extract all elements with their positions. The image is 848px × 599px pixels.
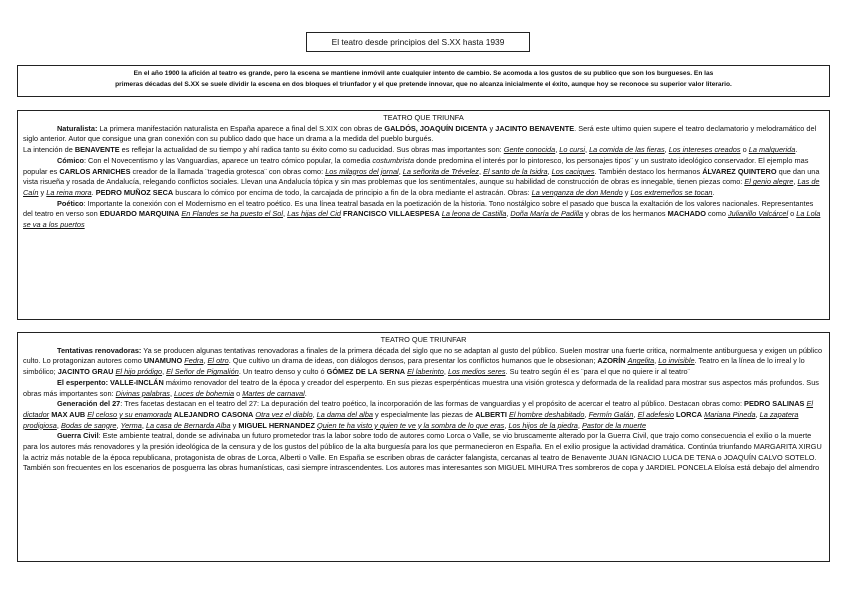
work-title: Los intereses creados bbox=[668, 145, 741, 155]
work-title: Otra vez el diablo bbox=[255, 409, 313, 419]
work-title: La reina mora bbox=[46, 187, 92, 197]
work-title: Pastor de la muerte bbox=[581, 420, 647, 430]
work-title: El hombre deshabitado bbox=[508, 409, 585, 419]
work-title: Luces de bohemia bbox=[174, 388, 235, 398]
work-title: Lo invisible bbox=[658, 356, 695, 366]
work-title: El dictador bbox=[23, 399, 814, 419]
intro-line-2: primeras décadas del S.XX se suele dividir la escena en dos bloques el triunfador y el que pretende innovar, que no alcanza inicialmente el éxito, aunque hoy se reconoce su superior valor literario. bbox=[115, 80, 732, 88]
work-title: Doña María de Padilla bbox=[510, 209, 584, 219]
work-title: La venganza de don Mendo bbox=[531, 187, 623, 197]
section-heading: TEATRO QUE TRIUNFA bbox=[383, 113, 464, 122]
work-title: Divinas palabras bbox=[115, 388, 170, 398]
work-title: El Señor de Pigmalión bbox=[166, 367, 239, 377]
paragraph-benavente: La intención de BENAVENTE es reflejar la actualidad de su tiempo y ahí radica tanto su éxito como su caducidad. Sus obras mas importantes son: Gente conocida, Lo cursi, La comida de las fieras, Los intereses creados o La malquerida. bbox=[23, 145, 798, 155]
intro-line-1: En el año 1900 la afición al teatro es grande, pero la escena se mantiene inmóvil ante cualquier intento de cambio. Se acomoda a los gustos de su publico que son los burgueses. En las bbox=[133, 70, 714, 77]
label: Naturalista: bbox=[57, 123, 98, 133]
work-title: Las de Caín bbox=[23, 177, 820, 197]
work-title: La zapatera prodigiosa bbox=[23, 409, 799, 430]
paragraph-esperpento: El esperpento: VALLE-INCLÁN máximo renovador del teatro de la época y creador del esperpento. En sus piezas esperpénticas muestra una visión grotesca y deformada de la realidad para mostrar sus aspectos más profundos. Sus obras más importantes son: Divinas palabras, Luces de bohemia o Martes de carnaval. bbox=[23, 377, 819, 398]
work-title: El adefesio bbox=[637, 409, 674, 419]
work-title: Lo cursi bbox=[559, 145, 585, 155]
work-title: Quien te ha visto y quien te ve y la sombra de lo que eras bbox=[316, 420, 505, 430]
work-title: Los medios seres bbox=[447, 367, 506, 377]
work-title: Gente conocida bbox=[503, 145, 556, 155]
work-title: La dama del alba bbox=[316, 409, 373, 419]
work-title: Angelita bbox=[627, 356, 655, 366]
work-title: Yerma bbox=[120, 420, 142, 430]
work-title: Martes de carnaval bbox=[242, 388, 305, 398]
page-title: El teatro desde principios del S.XX hasta 1939 bbox=[331, 37, 505, 47]
work-title: Bodas de sangre bbox=[60, 420, 117, 430]
work-title: Los caciques bbox=[551, 166, 595, 176]
paragraph-guerra-civil: Guerra Civil: Este ambiente teatral, donde se adivinaba un futuro prometedor tras la labor sobre todo de autores como Lorca o Valle, se vio bruscamente alterado por la Guerra Civil, que trajo como consecuencia el exilio o la muerte para los autores más renovadores y la presión ideológica de la censura y de los gustos del público de la alta burguesía para los que permanecieron en España. En el exilio prosigue la actividad dramática. Continúa triunfando MARGARITA XIRGU la actriz más notable de la época republicana, protagonista de obras de Lorca, Alberti o Valle. En España se escriben obras de carácter falangista, cercanas al teatro de Benavente JUAN IGNACIO LUCA DE TENA o JOAQUÍN CALVO SOTELO. También son frecuentes en los escenarios de posguerra las obras humanísticas, casi siempre intrascendentes. Los autores mas interesantes son MIGUEL MIHURA Tres sombreros de copa y JARDIEL PONCELA Eloísa está debajo del almendro bbox=[23, 431, 822, 473]
work-title: La casa de Bernarda Alba bbox=[145, 420, 231, 430]
work-title: La leona de Castilla bbox=[441, 209, 507, 219]
intro-box bbox=[17, 65, 830, 97]
work-title: Fermín Galán bbox=[588, 409, 634, 419]
teatro-que-triunfa-box bbox=[17, 110, 830, 320]
work-title: En Flandes se ha puesto el Sol bbox=[181, 209, 284, 219]
teatro-que-no-triunfa-box bbox=[17, 332, 830, 562]
work-title: El hijo pródigo bbox=[115, 367, 163, 377]
work-title: La señorita de Trévelez bbox=[402, 166, 479, 176]
work-title: La malquerida bbox=[748, 145, 796, 155]
paragraph-naturalista: Naturalista: La primera manifestación naturalista en España aparece a final del S.XIX con obras de GALDÓS, JOAQUÍN DICENTA y JACINTO BENAVENTE. Será este ultimo quien supere el teatro declamatorio y melodramático del siglo anterior. Autor que consigue una gran conexión con su publico dado que hace un drama a la medida del pueblo burgués. bbox=[23, 123, 817, 144]
paragraph-generacion-27: Generación del 27: Tres facetas destacan en el teatro del 27: La depuración del teatro poético, la incorporación de las formas de vanguardias y el propósito de acercar el teatro al público. Destacan obras como: PEDRO SALINAS El dictador MAX AUB El celoso y su enamorada ALEJANDRO CASONA Otra vez el diablo, La dama del alba y especialmente las piezas de ALBERTI El hombre deshabitado, Fermín Galán, El adefesio LORCA Mariana Pineda, La zapatera prodigiosa, Bodas de sangre, Yerma, La casa de Bernarda Alba y MIGUEL HERNANDEZ Quien te ha visto y quien te ve y la sombra de lo que eras, Los hijos de la piedra, Pastor de la muerte bbox=[23, 399, 814, 430]
work-title: Julianillo Valcárcel bbox=[727, 209, 789, 219]
title-box bbox=[306, 32, 530, 52]
paragraph-tentativas: Tentativas renovadoras: Ya se producen algunas tentativas renovadoras a finales de la primera década del siglo que no se adaptan al gusto del público. Suelen mostrar una fuerte critica, normalmente antiburguesa y exigen un público culto. Lo protagonizan autores como UNAMUNO Fedra, El otro. Que cultivo un drama de ideas, con diálogos densos, para presentar los conflictos humanos que le obsesionan; AZORÍN Angelita, Lo invisible. Teatro en la línea de lo irreal y lo simbólico; JACINTO GRAU El hijo pródigo, El Señor de Pigmalión. Un teatro denso y culto ó GÓMEZ DE LA SERNA El laberinto, Los medios seres. Su teatro según él es ¨para el que no quiere ir al teatro¨ bbox=[23, 345, 823, 377]
work-title: El otro bbox=[207, 356, 229, 366]
paragraph-comico: Cómico: Con el Novecentismo y las Vanguardias, aparece un teatro cómico popular, la comedia costumbrista donde predomina el interés por lo pintoresco, los personajes tipos¨ y un sustrato ideológico conservador. El ejemplo mas popular es CARLOS ARNICHES creador de la llamada ¨tragedia grotesca¨ con obras como: Los milagros del jornal, La señorita de Trévelez, El santo de la Isidra, Los caciques. También destaco los hermanos ÁLVAREZ QUINTERO que dan una vista risueña y rosada de Andalucía, relegando conflictos sociales. Llevan una Andalucía tópica y sin mas problemas que los sentimentales, aunque su habilidad de construcción de obras es innegable, tienen piezas como: El genio alegre, Las de Caín y La reina mora. PEDRO MUÑOZ SECA buscara lo cómico por encima de todo, la carcajada de principio a fin de la obra mediante el astracán. Obras: La venganza de don Mendo y Los extremeños se tocan. bbox=[23, 155, 820, 197]
work-title: La comida de las fieras bbox=[589, 145, 665, 155]
work-title: El santo de la Isidra bbox=[483, 166, 548, 176]
work-title: Los milagros del jornal bbox=[325, 166, 399, 176]
work-title: La Lola se va a los puertos bbox=[23, 209, 821, 230]
work-title: El celoso y su enamorada bbox=[87, 409, 172, 419]
work-title: El genio alegre bbox=[744, 177, 794, 187]
work-title: El laberinto bbox=[407, 367, 444, 377]
work-title: Fedra bbox=[184, 356, 204, 366]
work-title: Los extremeños se tocan bbox=[630, 187, 713, 197]
paragraph-poetico: Poético: Importante la conexión con el Modernismo en el teatro poético. Es una línea teatral basada en la poetización de la historia. Tono nostálgico sobre el pasado que busca la exaltación de los valores nacionales. Representantes del teatro en verso son EDUARDO MARQUINA En Flandes se ha puesto el Sol, Las hijas del Cid FRANCISCO VILLAESPESA La leona de Castilla, Doña María de Padilla y obras de los hermanos MACHADO como Julianillo Valcárcel o La Lola se va a los puertos bbox=[23, 198, 821, 230]
work-title: Las hijas del Cid bbox=[287, 209, 341, 219]
section-heading: TEATRO QUE TRIUNFAR bbox=[380, 335, 467, 344]
work-title: Mariana Pineda bbox=[704, 409, 756, 419]
work-title: Los hijos de la piedra bbox=[508, 420, 578, 430]
